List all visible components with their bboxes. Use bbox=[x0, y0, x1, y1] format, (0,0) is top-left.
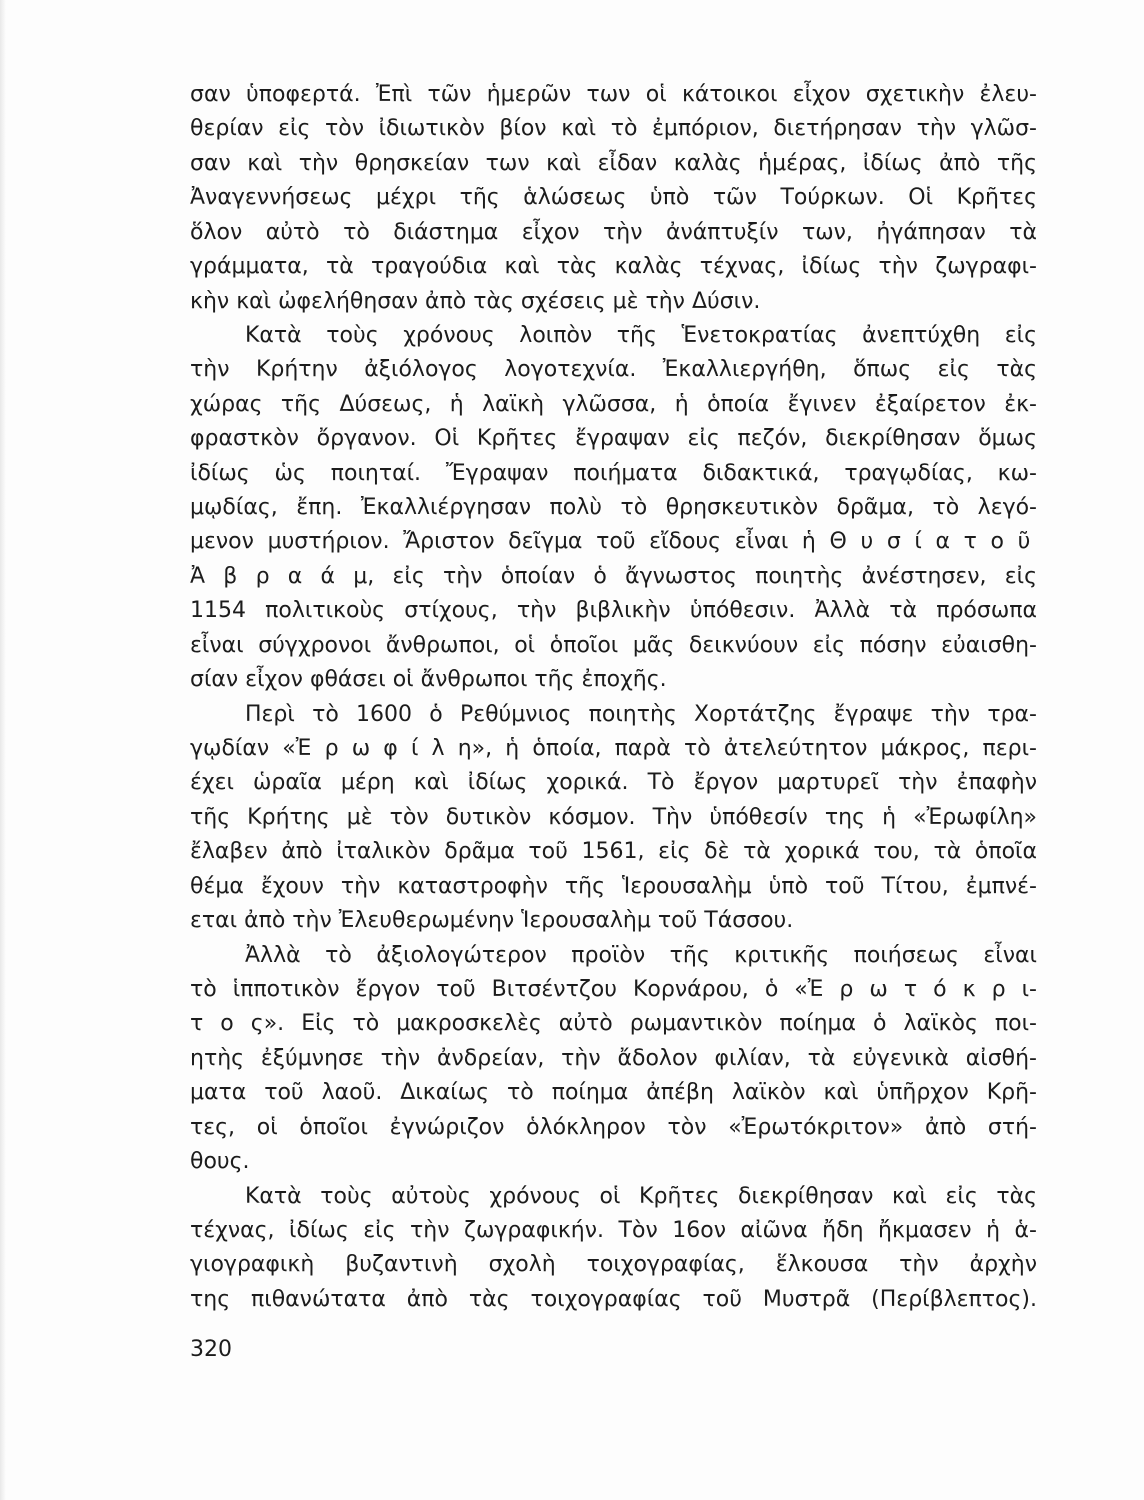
text-line bbox=[190, 560, 1037, 594]
text-line-content: τες, οἱ ὁποῖοι ἐγνώριζον ὁλόκληρον τὸν «Ἐρωτόκριτον» ἀπὸ στή- bbox=[190, 1114, 1037, 1140]
text-line bbox=[190, 457, 1037, 491]
text-line bbox=[190, 663, 1037, 697]
text-line bbox=[190, 801, 1037, 835]
text-line bbox=[190, 698, 1037, 732]
text-line bbox=[190, 732, 1037, 766]
text-line-content: εται ἀπὸ τὴν Ἐλευθερωμένην Ἱερουσαλὴμ τοῦ Τάσσου. bbox=[190, 908, 794, 934]
text-line-content: τῆς Κρήτης μὲ τὸν δυτικὸν κόσμον. Τὴν ὑπόθεσίν της ἡ «Ἐρωφίλη» bbox=[190, 804, 1037, 830]
text-line bbox=[190, 388, 1037, 422]
text-line-content: θερίαν εἰς τὸν ἰδιωτικὸν βίον καὶ τὸ ἐμπόριον, διετήρησαν τὴν γλῶσ- bbox=[190, 116, 1037, 142]
text-line bbox=[190, 78, 1037, 112]
text-line bbox=[190, 112, 1037, 146]
text-line bbox=[190, 1248, 1037, 1282]
body-text bbox=[190, 78, 1037, 1317]
text-line-content: Περὶ τὸ 1600 ὁ Ρεθύμνιος ποιητὴς Χορτάτζης ἔγραψε τὴν τρα- bbox=[245, 701, 1037, 727]
text-line bbox=[190, 904, 1037, 938]
text-line bbox=[190, 319, 1037, 353]
text-line bbox=[190, 1145, 1037, 1179]
text-line-content: χώρας τῆς Δύσεως, ἡ λαϊκὴ γλῶσσα, ἡ ὁποία ἔγινεν ἐξαίρετον ἐκ- bbox=[190, 391, 1037, 417]
text-line-content: Κατὰ τοὺς χρόνους λοιπὸν τῆς Ἑνετοκρατίας ἀνεπτύχθη εἰς bbox=[245, 322, 1037, 348]
text-line-content: ἔλαβεν ἀπὸ ἰταλικὸν δρᾶμα τοῦ 1561, εἰς δὲ τὰ χορικά του, τὰ ὁποῖα bbox=[190, 839, 1037, 865]
text-line-content: 1154 πολιτικοὺς στίχους, τὴν βιβλικὴν ὑπόθεσιν. Ἀλλὰ τὰ πρόσωπα bbox=[190, 598, 1037, 624]
text-line bbox=[190, 629, 1037, 663]
text-line bbox=[190, 870, 1037, 904]
text-line bbox=[190, 1214, 1037, 1248]
paragraph bbox=[190, 698, 1037, 939]
text-line-content: φραστκὸν ὄργανον. Οἱ Κρῆτες ἔγραψαν εἰς πεζόν, διεκρίθησαν ὅμως bbox=[190, 426, 1037, 452]
text-line bbox=[190, 491, 1037, 525]
text-line-content: σαν καὶ τὴν θρησκείαν των καὶ εἶδαν καλὰς ἡμέρας, ἰδίως ἀπὸ τῆς bbox=[190, 150, 1037, 176]
page-number: 320 bbox=[190, 1337, 232, 1362]
text-line-content: σίαν εἶχον φθάσει οἱ ἄνθρωποι τῆς ἐποχῆς. bbox=[190, 667, 667, 693]
text-line-content: Ἀλλὰ τὸ ἀξιολογώτερον προϊὸν τῆς κριτικῆς ποιήσεως εἶναι bbox=[245, 942, 1037, 968]
text-line-content: Ἀ β ρ α ά μ, εἰς τὴν ὁποίαν ὁ ἄγνωστος ποιητὴς ἀνέστησεν, εἰς bbox=[190, 563, 1037, 589]
text-line bbox=[190, 1042, 1037, 1076]
text-line-content: μενον μυστήριον. Ἄριστον δεῖγμα τοῦ εἴδους εἶναι ἡ Θ υ σ ί α τ ο ῦ bbox=[190, 529, 1031, 555]
text-line-content: γιογραφικὴ βυζαντινὴ σχολὴ τοιχογραφίας, ἕλκουσα τὴν ἀρχὴν bbox=[190, 1252, 1037, 1278]
text-line bbox=[190, 181, 1037, 215]
text-line-content: Κατὰ τοὺς αὐτοὺς χρόνους οἱ Κρῆτες διεκρίθησαν καὶ εἰς τὰς bbox=[245, 1183, 1037, 1209]
text-line bbox=[190, 835, 1037, 869]
text-line bbox=[190, 147, 1037, 181]
text-line-content: ἰδίως ὡς ποιηταί. Ἔγραψαν ποιήματα διδακτικά, τραγῳδίας, κω- bbox=[190, 460, 1037, 486]
text-line bbox=[190, 939, 1037, 973]
text-line-content: Ἀναγεννήσεως μέχρι τῆς ἁλώσεως ὑπὸ τῶν Τούρκων. Οἱ Κρῆτες bbox=[190, 185, 1037, 211]
text-line-content: τὸ ἱπποτικὸν ἔργον τοῦ Βιτσέντζου Κορνάρου, ὁ «Ἐ ρ ω τ ό κ ρ ι- bbox=[190, 976, 1037, 1002]
text-line bbox=[190, 1007, 1037, 1041]
text-line-content: μῳδίας, ἔπη. Ἐκαλλιέργησαν πολὺ τὸ θρησκευτικὸν δρᾶμα, τὸ λεγό- bbox=[190, 495, 1037, 521]
text-line bbox=[190, 1180, 1037, 1214]
text-line-content: ητὴς ἐξύμνησε τὴν ἀνδρείαν, τὴν ἄδολον φιλίαν, τὰ εὐγενικὰ αἰσθή- bbox=[190, 1045, 1037, 1071]
text-line bbox=[190, 1111, 1037, 1145]
text-line-content: τέχνας, ἰδίως εἰς τὴν ζωγραφικήν. Τὸν 16ον αἰῶνα ἤδη ἤκμασεν ἡ ἁ- bbox=[190, 1217, 1037, 1243]
text-line-content: ὅλον αὐτὸ τὸ διάστημα εἶχον τὴν ἀνάπτυξίν των, ἠγάπησαν τὰ bbox=[190, 219, 1037, 245]
text-line bbox=[190, 250, 1037, 284]
paragraph bbox=[190, 78, 1037, 319]
text-line bbox=[190, 525, 1037, 559]
text-line bbox=[190, 766, 1037, 800]
text-line bbox=[190, 594, 1037, 628]
text-line-content: σαν ὑποφερτά. Ἐπὶ τῶν ἡμερῶν των οἱ κάτοικοι εἶχον σχετικὴν ἐλευ- bbox=[190, 82, 1037, 107]
text-line-content: θους. bbox=[190, 1149, 250, 1175]
text-line-content: της πιθανώτατα ἀπὸ τὰς τοιχογραφίας τοῦ Μυστρᾶ (Περίβλεπτος). bbox=[190, 1286, 1037, 1312]
text-line-content: τὴν Κρήτην ἀξιόλογος λογοτεχνία. Ἐκαλλιεργήθη, ὅπως εἰς τὰς bbox=[190, 357, 1037, 383]
text-line bbox=[190, 422, 1037, 456]
text-line-content: τ ο ς». Εἰς τὸ μακροσκελὲς αὐτὸ ρωμαντικὸν ποίημα ὁ λαϊκὸς ποι- bbox=[190, 1011, 1037, 1037]
paragraph bbox=[190, 319, 1037, 698]
text-line-content: γῳδίαν «Ἐ ρ ω φ ί λ η», ἡ ὁποία, παρὰ τὸ ἀτελεύτητον μάκρος, περι- bbox=[190, 736, 1037, 762]
paragraph bbox=[190, 939, 1037, 1180]
text-line bbox=[190, 1283, 1037, 1317]
text-line bbox=[190, 216, 1037, 250]
text-line-content: κὴν καὶ ὠφελήθησαν ἀπὸ τὰς σχέσεις μὲ τὴν Δύσιν. bbox=[190, 288, 761, 314]
text-line-content: εἶναι σύγχρονοι ἄνθρωποι, οἱ ὁποῖοι μᾶς δεικνύουν εἰς πόσην εὐαισθη- bbox=[190, 632, 1037, 658]
paragraph bbox=[190, 1180, 1037, 1318]
text-line-content: έχει ὡραῖα μέρη καὶ ἰδίως χορικά. Τὸ ἔργον μαρτυρεῖ τὴν ἐπαφὴν bbox=[190, 770, 1037, 796]
text-line bbox=[190, 285, 1037, 319]
text-line bbox=[190, 353, 1037, 387]
text-line-content: ματα τοῦ λαοῦ. Δικαίως τὸ ποίημα ἀπέβη λαϊκὸν καὶ ὑπῆρχον Κρῆ- bbox=[190, 1080, 1037, 1106]
text-line bbox=[190, 973, 1037, 1007]
text-line bbox=[190, 1076, 1037, 1110]
text-line-content: γράμματα, τὰ τραγούδια καὶ τὰς καλὰς τέχνας, ἰδίως τὴν ζωγραφι- bbox=[190, 254, 1037, 280]
text-line-content: θέμα ἔχουν τὴν καταστροφὴν τῆς Ἱερουσαλὴμ ὑπὸ τοῦ Τίτου, ἐμπνέ- bbox=[190, 873, 1037, 899]
